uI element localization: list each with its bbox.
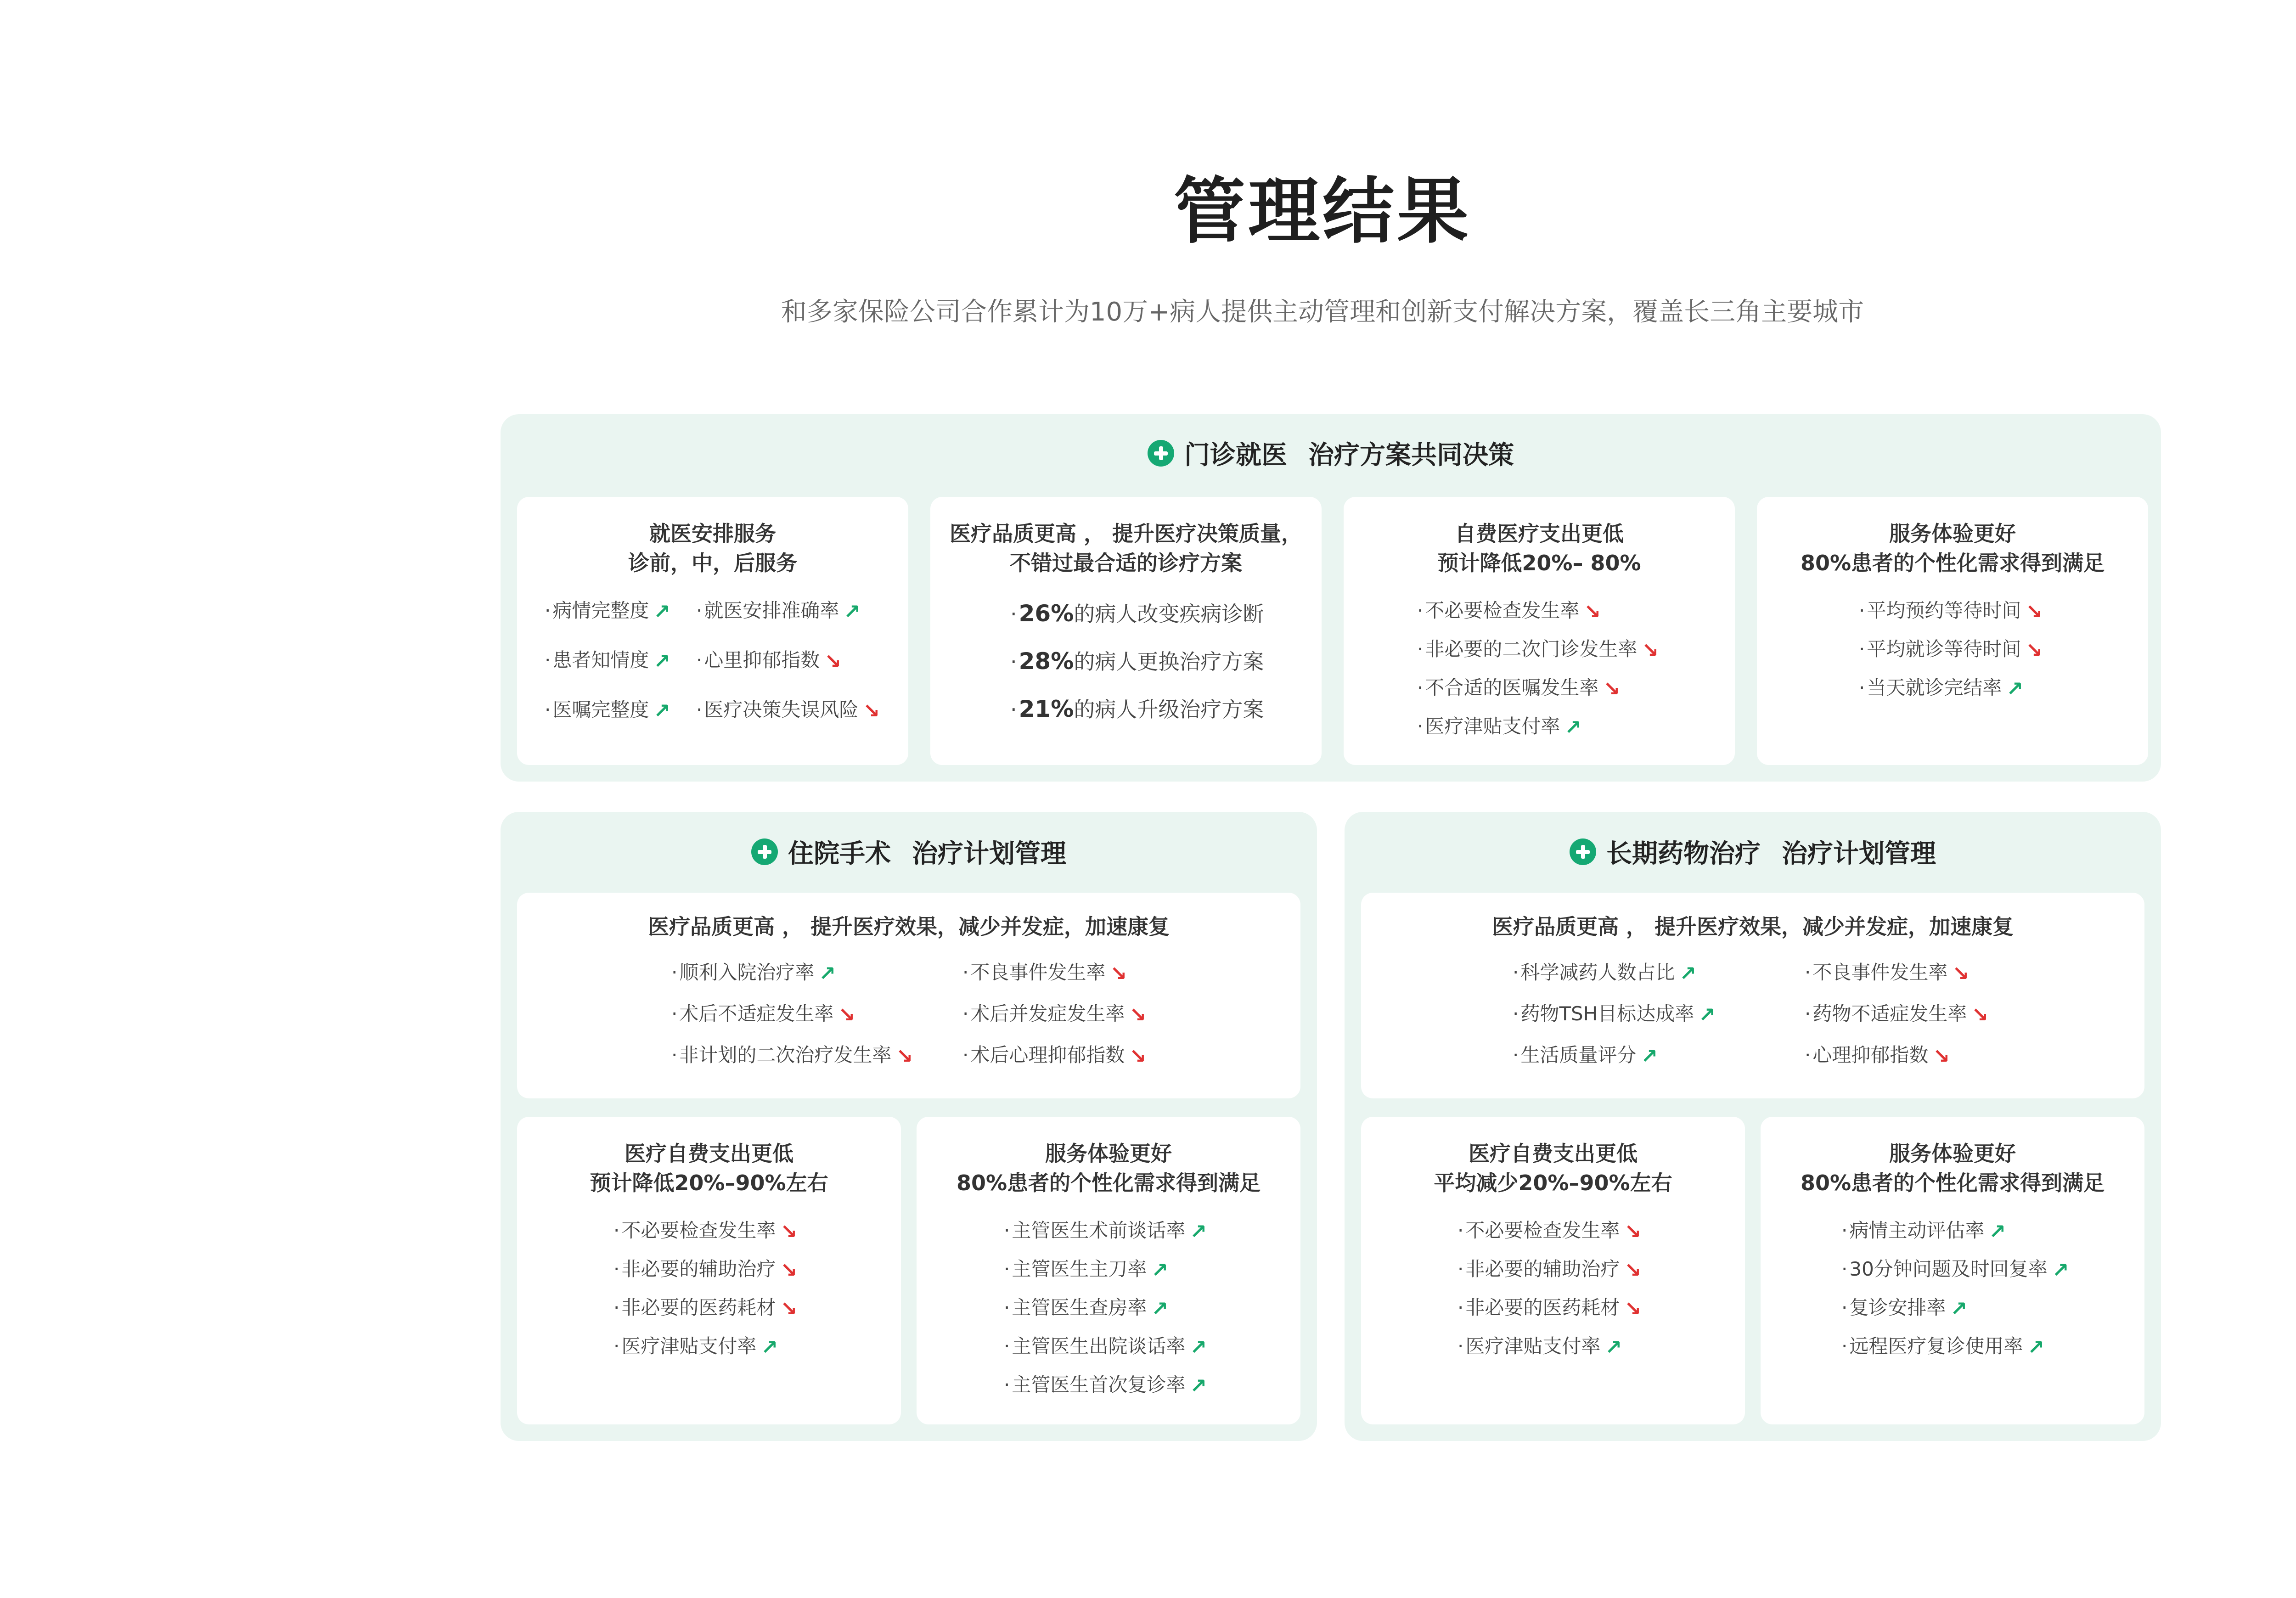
metric-item: ·医嘱完整度 ↗ <box>545 698 671 723</box>
metric-label: 的病人改变疾病诊断 <box>1074 602 1264 626</box>
metric-item: ·术后并发症发生率 ↘ <box>962 1002 1147 1027</box>
card-inpatient-quality <box>517 893 1300 1098</box>
inpatient-title-a: 住院手术 <box>788 839 891 869</box>
card-heading: 就医安排服务 诊前，中，后服务 <box>628 521 797 575</box>
metric-label: 药物不适症发生率 <box>1812 1002 1967 1025</box>
metric-label: 不必要检查发生率 <box>1425 599 1580 622</box>
plus-circle-icon <box>751 838 778 865</box>
metric-label: 主管医生查房率 <box>1012 1296 1147 1319</box>
longterm-title-b: 治疗计划管理 <box>1782 839 1936 869</box>
metric-item: ·就医安排准确率 ↗ <box>696 599 861 624</box>
metric-item: ·非必要的医药耗材 ↘ <box>1458 1296 1642 1321</box>
arrow-up-icon: ↗ <box>1679 962 1697 985</box>
metric-item: ·远程医疗复诊使用率 ↗ <box>1841 1335 2045 1359</box>
metric-item: ·当天就诊完结率 ↗ <box>1859 676 2024 701</box>
metric-item: ·主管医生查房率 ↗ <box>1004 1296 1169 1321</box>
arrow-down-icon: ↘ <box>2026 600 2043 624</box>
metric-percentage: 28% <box>1019 648 1074 675</box>
metric-label: 心理抑郁指数 <box>1812 1044 1929 1066</box>
metric-label: 主管医生首次复诊率 <box>1012 1373 1186 1396</box>
metric-label: 30分钟问题及时回复率 <box>1849 1258 2048 1280</box>
inpatient-title-b: 治疗计划管理 <box>912 839 1066 869</box>
card-heading: 服务体验更好 80%患者的个性化需求得到满足 <box>956 1141 1261 1195</box>
metric-label: 药物TSH目标达成率 <box>1520 1002 1694 1025</box>
card-heading: 医疗品质更高 ， 提升医疗效果，减少并发症，加速康复 <box>1491 914 2014 939</box>
card-heading: 医疗自费支出更低 平均减少20%–90%左右 <box>1434 1141 1672 1195</box>
card-heading: 服务体验更好 80%患者的个性化需求得到满足 <box>1800 1141 2105 1195</box>
card-quality <box>930 497 1322 765</box>
arrow-up-icon: ↗ <box>844 600 861 624</box>
arrow-up-icon: ↗ <box>2006 677 2024 701</box>
metric-label: 医疗津贴支付率 <box>1425 715 1560 737</box>
metric-label: 术后心理抑郁指数 <box>970 1044 1125 1066</box>
arrow-down-icon: ↘ <box>780 1258 798 1282</box>
metric-item: ·非计划的二次治疗发生率 ↘ <box>671 1044 913 1068</box>
metric-label: 医疗津贴支付率 <box>1465 1335 1601 1357</box>
metric-item: ·病情主动评估率 ↗ <box>1841 1219 2006 1244</box>
outpatient-panel-title <box>501 433 2161 474</box>
arrow-down-icon: ↘ <box>863 699 880 723</box>
metric-item: ·病情完整度 ↗ <box>545 599 671 624</box>
metric-item: ·不必要检查发生率 ↘ <box>1417 599 1601 624</box>
arrow-up-icon: ↗ <box>819 962 836 985</box>
arrow-up-icon: ↗ <box>653 699 671 723</box>
inpatient-panel <box>501 812 1317 1441</box>
outpatient-panel <box>501 414 2161 782</box>
arrow-down-icon: ↘ <box>1129 1003 1147 1027</box>
metric-label: 的病人更换治疗方案 <box>1074 649 1264 674</box>
metric-label: 生活质量评分 <box>1520 1044 1637 1066</box>
arrow-down-icon: ↘ <box>2026 638 2043 662</box>
arrow-up-icon: ↗ <box>653 600 671 624</box>
arrow-down-icon: ↘ <box>1642 638 1659 662</box>
metric-item: ·非必要的二次门诊发生率 ↘ <box>1417 638 1659 662</box>
page-subtitle: 和多家保险公司合作累计为10万+病人提供主动管理和创新支付解决方案，覆盖长三角主要城市 <box>781 297 1864 327</box>
metric-item: ·平均就诊等待时间 ↘ <box>1859 638 2043 662</box>
metric-label: 主管医生主刀率 <box>1012 1258 1147 1280</box>
metric-item: ·药物TSH目标达成率 ↗ <box>1513 1002 1716 1027</box>
arrow-up-icon: ↗ <box>2052 1258 2069 1282</box>
arrow-up-icon: ↗ <box>1151 1258 1169 1282</box>
metric-label: 病情完整度 <box>552 599 649 622</box>
metric-item: ·21%的病人升级治疗方案 <box>1010 696 1264 722</box>
metric-label: 主管医生出院谈话率 <box>1012 1335 1186 1357</box>
metric-label: 术后并发症发生率 <box>970 1002 1125 1025</box>
metric-item: ·主管医生主刀率 ↗ <box>1004 1258 1169 1282</box>
metric-label: 不合适的医嘱发生率 <box>1425 676 1599 699</box>
inpatient-panel-title <box>501 831 1317 872</box>
arrow-up-icon: ↗ <box>1605 1335 1622 1359</box>
metric-label: 不必要检查发生率 <box>621 1219 776 1242</box>
card-heading: 自费医疗支出更低 预计降低20%– 80% <box>1437 521 1641 575</box>
metric-item: ·26%的病人改变疾病诊断 <box>1010 600 1264 627</box>
card-longterm-service <box>1761 1117 2144 1424</box>
metric-label: 医嘱完整度 <box>552 698 649 721</box>
metric-label: 不必要检查发生率 <box>1465 1219 1620 1242</box>
metric-item: ·医疗津贴支付率 ↗ <box>1417 715 1582 739</box>
metric-label: 心里抑郁指数 <box>704 649 820 671</box>
metric-label: 非必要的辅助治疗 <box>621 1258 776 1280</box>
metric-label: 术后不适症发生率 <box>679 1002 834 1025</box>
metric-label: 远程医疗复诊使用率 <box>1849 1335 2023 1357</box>
card-longterm-quality <box>1361 893 2144 1098</box>
arrow-down-icon: ↘ <box>824 649 842 673</box>
metric-item: ·术后不适症发生率 ↘ <box>671 1002 855 1027</box>
metric-label: 就医安排准确率 <box>704 599 839 622</box>
metric-item: ·非必要的医药耗材 ↘ <box>613 1296 798 1321</box>
metric-label: 平均就诊等待时间 <box>1867 638 2021 660</box>
metric-item: ·医疗津贴支付率 ↗ <box>613 1335 778 1359</box>
metric-label: 主管医生术前谈话率 <box>1012 1219 1186 1242</box>
metric-percentage: 21% <box>1019 696 1074 722</box>
outpatient-title-b: 治疗方案共同决策 <box>1308 440 1514 470</box>
arrow-down-icon: ↘ <box>896 1044 913 1068</box>
arrow-up-icon: ↗ <box>1151 1297 1169 1321</box>
metric-item: ·心里抑郁指数 ↘ <box>696 649 842 673</box>
arrow-up-icon: ↗ <box>1564 715 1582 739</box>
arrow-down-icon: ↘ <box>780 1297 798 1321</box>
page-title: 管理结果 <box>1174 169 1471 253</box>
card-heading: 医疗品质更高 ， 提升医疗效果，减少并发症，加速康复 <box>647 914 1170 939</box>
plus-circle-icon <box>1148 440 1174 467</box>
card-service <box>1757 497 2148 765</box>
longterm-title-a: 长期药物治疗 <box>1606 839 1761 869</box>
arrow-up-icon: ↗ <box>1950 1297 1968 1321</box>
metric-item: ·不必要检查发生率 ↘ <box>1458 1219 1642 1244</box>
metric-label: 非必要的医药耗材 <box>1465 1296 1620 1319</box>
arrow-up-icon: ↗ <box>1190 1220 1207 1244</box>
arrow-down-icon: ↘ <box>1624 1258 1642 1282</box>
metric-item: ·复诊安排率 ↗ <box>1841 1296 1968 1321</box>
metric-item: ·30分钟问题及时回复率 ↗ <box>1841 1258 2069 1282</box>
card-inpatient-cost <box>517 1117 901 1424</box>
metric-label: 非必要的二次门诊发生率 <box>1425 638 1638 660</box>
card-heading: 医疗自费支出更低 预计降低20%–90%左右 <box>590 1141 828 1195</box>
metric-item: ·术后心理抑郁指数 ↘ <box>962 1044 1147 1068</box>
metric-label: 不良事件发生率 <box>1812 961 1948 984</box>
metric-item: ·医疗决策失误风险 ↘ <box>696 698 880 723</box>
metric-item: ·科学减药人数占比 ↗ <box>1513 961 1697 985</box>
arrow-down-icon: ↘ <box>1971 1003 1989 1027</box>
card-appointment-service <box>517 497 908 765</box>
metric-label: 平均预约等待时间 <box>1867 599 2021 622</box>
arrow-down-icon: ↘ <box>1933 1044 1950 1068</box>
metric-item: ·不良事件发生率 ↘ <box>962 961 1127 985</box>
metric-label: 科学减药人数占比 <box>1520 961 1675 984</box>
arrow-down-icon: ↘ <box>1952 962 1970 985</box>
arrow-up-icon: ↗ <box>1190 1335 1207 1359</box>
arrow-down-icon: ↘ <box>1110 962 1127 985</box>
metric-item: ·医疗津贴支付率 ↗ <box>1458 1335 1622 1359</box>
metric-label: 非计划的二次治疗发生率 <box>679 1044 892 1066</box>
metric-item: ·平均预约等待时间 ↘ <box>1859 599 2043 624</box>
card-inpatient-service <box>917 1117 1300 1424</box>
arrow-up-icon: ↗ <box>1699 1003 1716 1027</box>
metric-label: 当天就诊完结率 <box>1867 676 2002 699</box>
longterm-panel <box>1345 812 2161 1441</box>
metric-item: ·不合适的医嘱发生率 ↘ <box>1417 676 1621 701</box>
card-heading: 服务体验更好 80%患者的个性化需求得到满足 <box>1800 521 2105 575</box>
arrow-down-icon: ↘ <box>1584 600 1601 624</box>
arrow-up-icon: ↗ <box>2027 1335 2045 1359</box>
metric-item: ·药物不适症发生率 ↘ <box>1805 1002 1989 1027</box>
arrow-up-icon: ↗ <box>653 649 671 673</box>
metric-item: ·患者知情度 ↗ <box>545 649 671 673</box>
metric-label: 顺利入院治疗率 <box>679 961 815 984</box>
metric-item: ·主管医生术前谈话率 ↗ <box>1004 1219 1207 1244</box>
metric-item: ·顺利入院治疗率 ↗ <box>671 961 836 985</box>
arrow-down-icon: ↘ <box>780 1220 798 1244</box>
metric-item: ·主管医生首次复诊率 ↗ <box>1004 1373 1207 1398</box>
metric-item: ·非必要的辅助治疗 ↘ <box>613 1258 798 1282</box>
arrow-up-icon: ↗ <box>1641 1044 1658 1068</box>
metric-label: 复诊安排率 <box>1849 1296 1946 1319</box>
metric-label: 非必要的辅助治疗 <box>1465 1258 1620 1280</box>
arrow-down-icon: ↘ <box>838 1003 855 1027</box>
card-longterm-cost <box>1361 1117 1745 1424</box>
arrow-down-icon: ↘ <box>1603 677 1621 701</box>
metric-label: 不良事件发生率 <box>970 961 1106 984</box>
metric-label: 患者知情度 <box>552 649 649 671</box>
arrow-up-icon: ↗ <box>1190 1374 1207 1398</box>
metric-percentage: 26% <box>1019 600 1074 627</box>
outpatient-title-a: 门诊就医 <box>1184 440 1287 470</box>
metric-item: ·28%的病人更换治疗方案 <box>1010 648 1264 675</box>
metric-label: 医疗决策失误风险 <box>704 698 859 721</box>
metric-item: ·心理抑郁指数 ↘ <box>1805 1044 1950 1068</box>
metric-item: ·非必要的辅助治疗 ↘ <box>1458 1258 1642 1282</box>
metric-label: 医疗津贴支付率 <box>621 1335 757 1357</box>
metric-label: 病情主动评估率 <box>1849 1219 1985 1242</box>
arrow-up-icon: ↗ <box>1989 1220 2006 1244</box>
metric-item: ·生活质量评分 ↗ <box>1513 1044 1658 1068</box>
longterm-panel-title <box>1345 831 2161 872</box>
metric-item: ·不必要检查发生率 ↘ <box>613 1219 798 1244</box>
card-heading: 医疗品质更高 ， 提升医疗决策质量， 不错过最合适的诊疗方案 <box>949 521 1303 575</box>
arrow-down-icon: ↘ <box>1624 1220 1642 1244</box>
arrow-down-icon: ↘ <box>1129 1044 1147 1068</box>
arrow-down-icon: ↘ <box>1624 1297 1642 1321</box>
card-cost <box>1344 497 1735 765</box>
metric-item: ·不良事件发生率 ↘ <box>1805 961 1970 985</box>
metric-label: 非必要的医药耗材 <box>621 1296 776 1319</box>
plus-circle-icon <box>1570 838 1596 865</box>
metric-label: 的病人升级治疗方案 <box>1074 697 1264 722</box>
arrow-up-icon: ↗ <box>761 1335 778 1359</box>
metric-item: ·主管医生出院谈话率 ↗ <box>1004 1335 1207 1359</box>
